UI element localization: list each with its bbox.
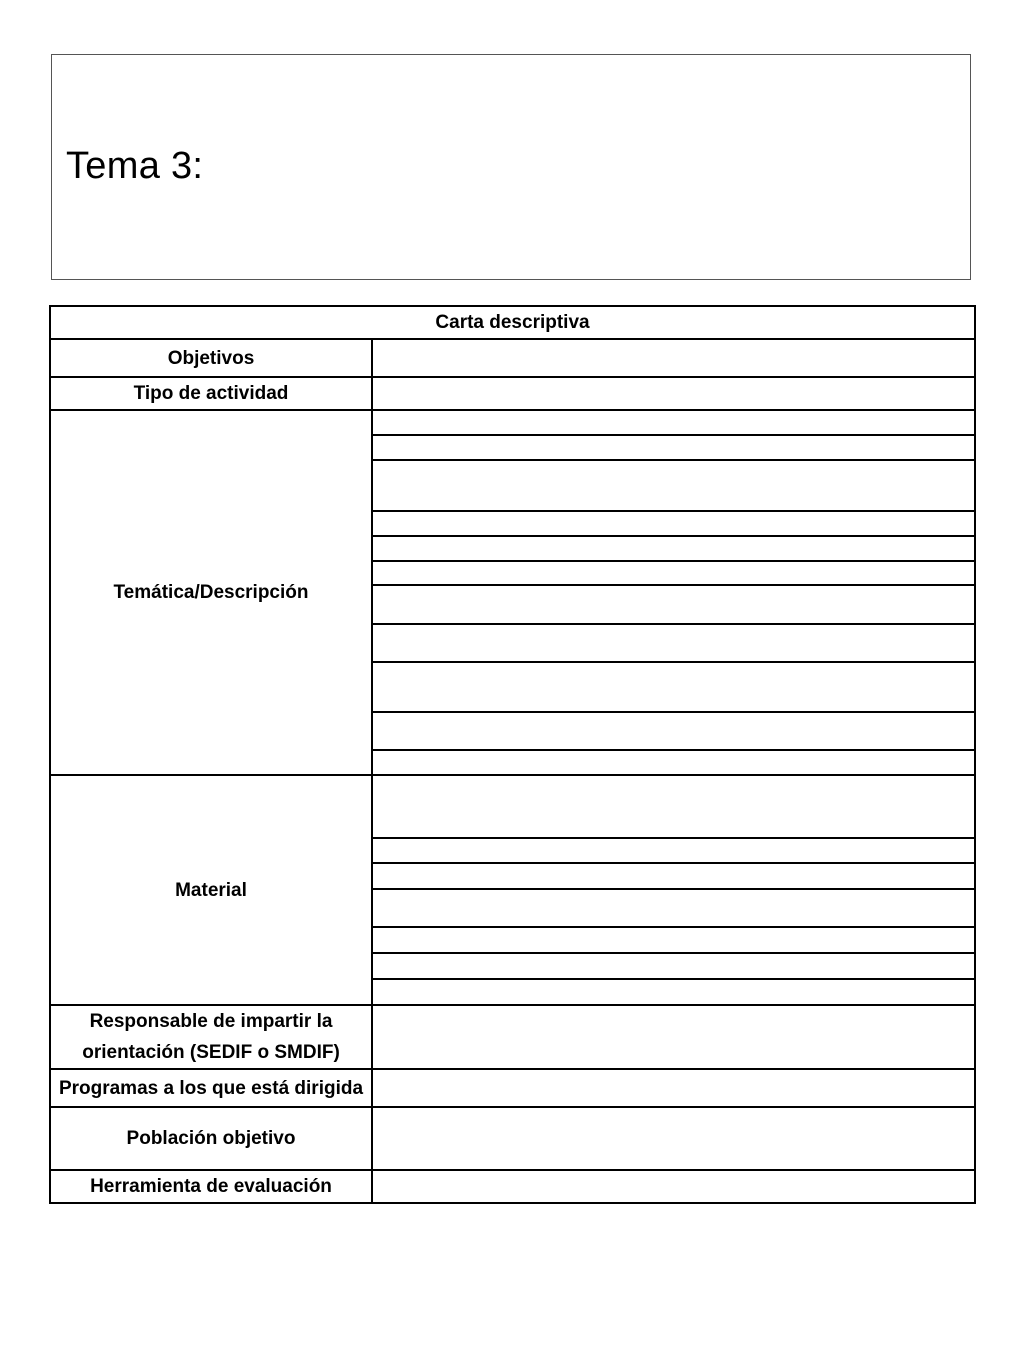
table-row: [50, 410, 975, 435]
material-entry-cell[interactable]: [372, 863, 975, 889]
tematica-entry-cell[interactable]: [372, 750, 975, 775]
row-label-material: Material: [50, 775, 372, 1005]
page-title: Tema 3:: [66, 145, 204, 187]
table-row: [50, 1005, 975, 1069]
row-label-objetivos: Objetivos: [50, 339, 372, 377]
tematica-entry-cell[interactable]: [372, 435, 975, 460]
row-label-responsable: [50, 1005, 372, 1069]
row-label-poblacion: Población objetivo: [50, 1107, 372, 1170]
row-label-tipo-actividad: Tipo de actividad: [50, 377, 372, 410]
table-row: [50, 306, 975, 339]
row-label-programas: Programas a los que está dirigida: [50, 1069, 372, 1107]
responsable-line-2: orientación (SEDIF o SMDIF): [82, 1042, 340, 1063]
material-entry-cell[interactable]: [372, 979, 975, 1005]
table-row: [50, 1069, 975, 1107]
tematica-entry-cell[interactable]: [372, 460, 975, 511]
table-row: [50, 775, 975, 838]
table-heading: Carta descriptiva: [50, 306, 975, 339]
herramienta-value-cell[interactable]: [372, 1170, 975, 1203]
tematica-entry-cell[interactable]: [372, 662, 975, 712]
responsable-line-1: Responsable de impartir la: [89, 1011, 333, 1032]
table-row: [50, 1170, 975, 1203]
carta-descriptiva-table: [49, 305, 976, 1204]
tipo-actividad-value-cell[interactable]: [372, 377, 975, 410]
row-label-herramienta: Herramienta de evaluación: [50, 1170, 372, 1203]
title-box: [51, 54, 971, 280]
material-entry-cell[interactable]: [372, 838, 975, 863]
material-entry-cell[interactable]: [372, 889, 975, 927]
table-row: [50, 339, 975, 377]
table-row: [50, 1107, 975, 1170]
responsable-value-cell[interactable]: [372, 1005, 975, 1069]
table-row: [50, 377, 975, 410]
material-entry-cell[interactable]: [372, 775, 975, 838]
tematica-entry-cell[interactable]: [372, 712, 975, 750]
programas-value-cell[interactable]: [372, 1069, 975, 1107]
objetivos-value-cell[interactable]: [372, 339, 975, 377]
tematica-entry-cell[interactable]: [372, 410, 975, 435]
tematica-entry-cell[interactable]: [372, 585, 975, 624]
poblacion-value-cell[interactable]: [372, 1107, 975, 1170]
tematica-entry-cell[interactable]: [372, 561, 975, 585]
tematica-entry-cell[interactable]: [372, 624, 975, 662]
material-entry-cell[interactable]: [372, 953, 975, 979]
material-entry-cell[interactable]: [372, 927, 975, 953]
tematica-entry-cell[interactable]: [372, 511, 975, 536]
tematica-entry-cell[interactable]: [372, 536, 975, 561]
row-label-tematica: Temática/Descripción: [50, 410, 372, 775]
